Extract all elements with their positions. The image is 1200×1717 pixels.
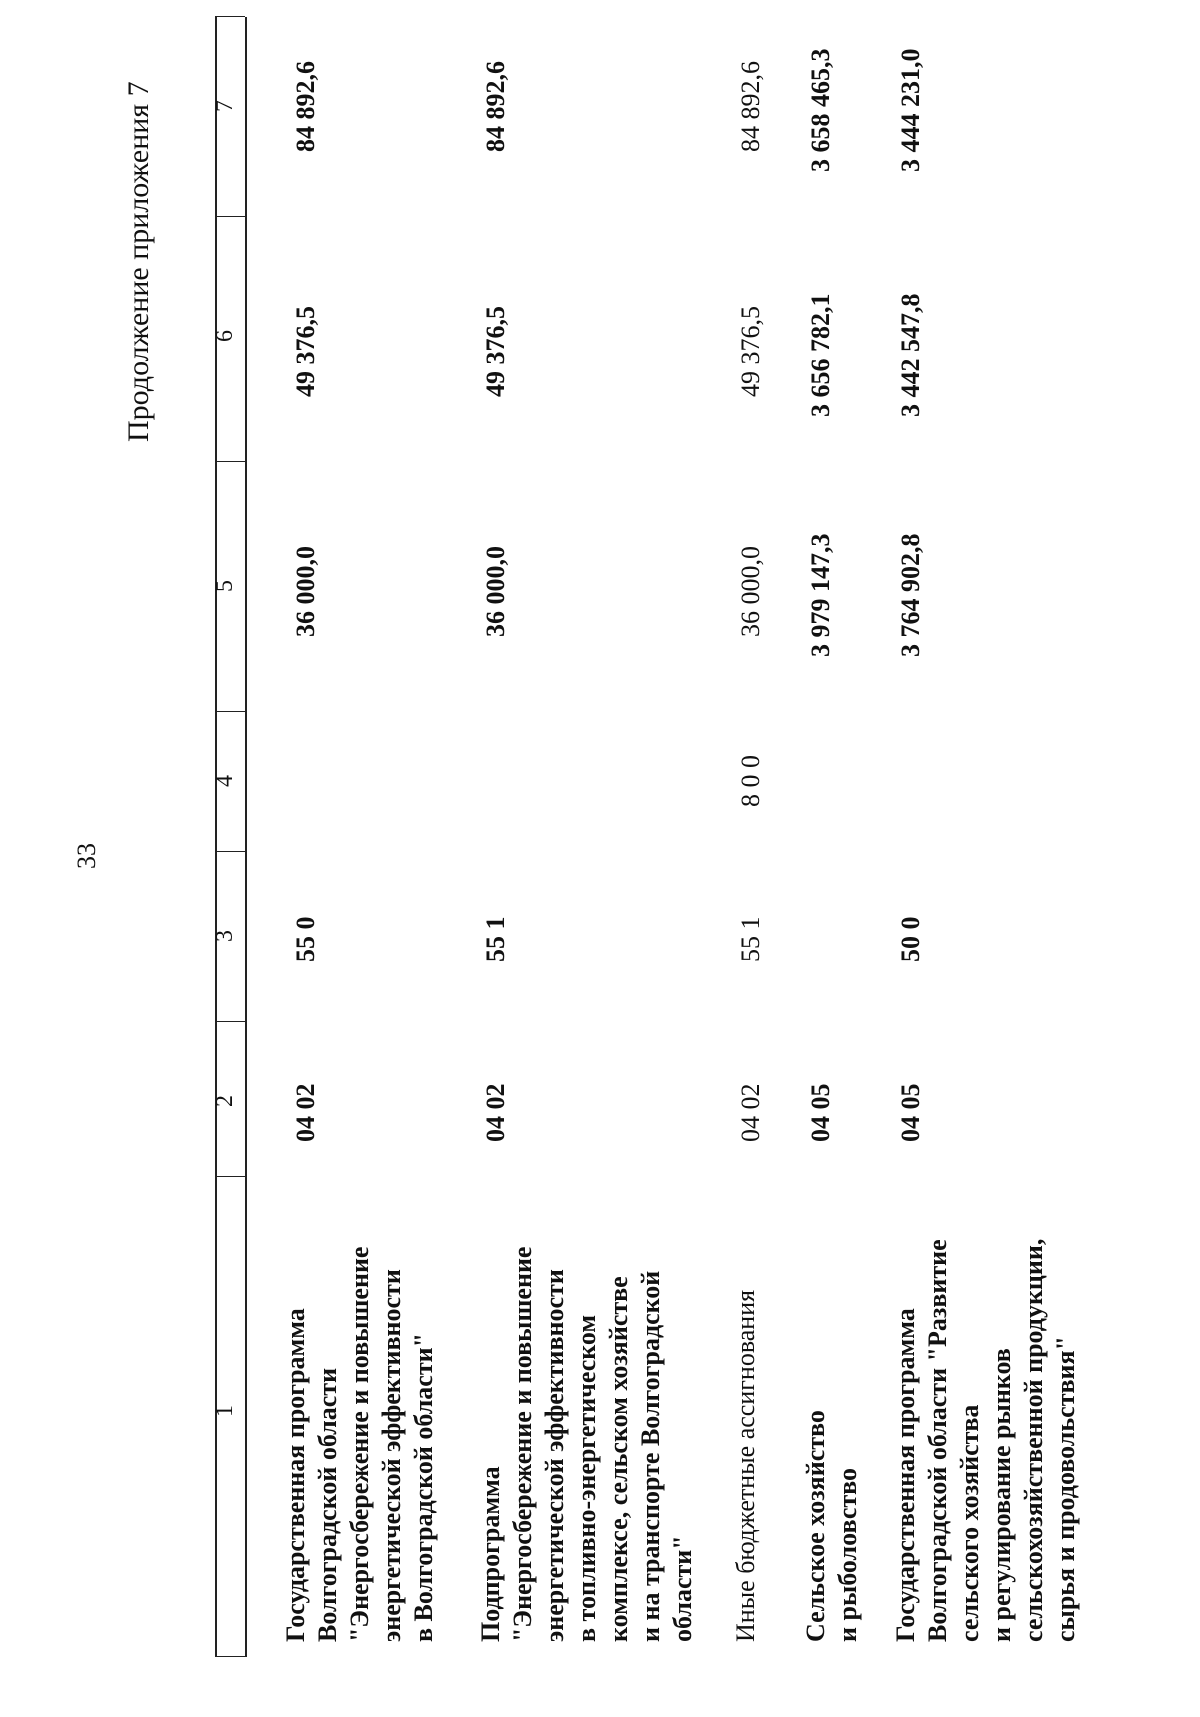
row-5-name: Государственная программа Волгоградской области "Развитие сельского хозяйства и регулирование рынков сельскохозяйственной продукции, сырья и продовольствия" [891,1238,1080,1642]
column-header-6: 6 [212,330,238,342]
header-separator [215,461,245,462]
row-5-col6: 3 442 547,8 [896,293,925,417]
header-separator [215,1021,245,1022]
row-4-col5: 3 979 147,3 [806,533,835,657]
row-3-target: 55 1 [736,916,765,962]
header-separator [215,851,245,852]
column-header-4: 4 [212,775,238,787]
row-5-col7: 3 444 231,0 [896,48,925,172]
column-header-7: 7 [212,100,238,112]
row-4-col6: 3 656 782,1 [806,293,835,417]
row-3-name: Иные бюджетные ассигнования [731,1289,760,1642]
row-1-col6: 49 376,5 [291,306,320,397]
header-separator [215,1176,245,1177]
header-separator [215,1656,245,1657]
row-2-section: 04 02 [481,1083,510,1142]
header-separator [215,711,245,712]
row-3-col7: 84 892,6 [736,61,765,152]
header-bottom-rule [245,17,247,1657]
row-1-col5: 36 000,0 [291,546,320,637]
row-3-expense-type: 8 0 0 [736,755,765,807]
column-header-2: 2 [212,1095,238,1107]
page-number: 33 [72,843,101,869]
row-1-section: 04 02 [291,1083,320,1142]
row-5-col5: 3 764 902,8 [896,533,925,657]
row-2-col5: 36 000,0 [481,546,510,637]
header-separator [215,16,245,17]
row-5-section: 04 05 [896,1083,925,1142]
row-4-col7: 3 658 465,3 [806,48,835,172]
row-3-col5: 36 000,0 [736,546,765,637]
row-1-col7: 84 892,6 [291,61,320,152]
row-2-col6: 49 376,5 [481,306,510,397]
row-3-section: 04 02 [736,1083,765,1142]
column-header-5: 5 [212,580,238,592]
row-1-target: 55 0 [291,916,320,962]
row-4-section: 04 05 [806,1083,835,1142]
row-2-col7: 84 892,6 [481,61,510,152]
row-2-name: Подпрограмма "Энергосбережение и повышение энергетической эффективности в топливно-энергетическом комплексе, сельском хозяйстве и на транспорте Волгоградской области" [476,1246,697,1642]
row-2-target: 55 1 [481,916,510,962]
row-4-name: Сельское хозяйство и рыболовство [801,1410,862,1642]
row-3-col6: 49 376,5 [736,306,765,397]
row-5-target: 50 0 [896,916,925,962]
column-header-3: 3 [212,930,238,942]
continuation-note: Продолжение приложения 7 [122,81,155,442]
row-1-name: Государственная программа Волгоградской области "Энергосбережение и повышение энергетической эффективности в Волгоградской области" [281,1246,438,1642]
column-header-1: 1 [212,1405,238,1417]
header-separator [215,216,245,217]
